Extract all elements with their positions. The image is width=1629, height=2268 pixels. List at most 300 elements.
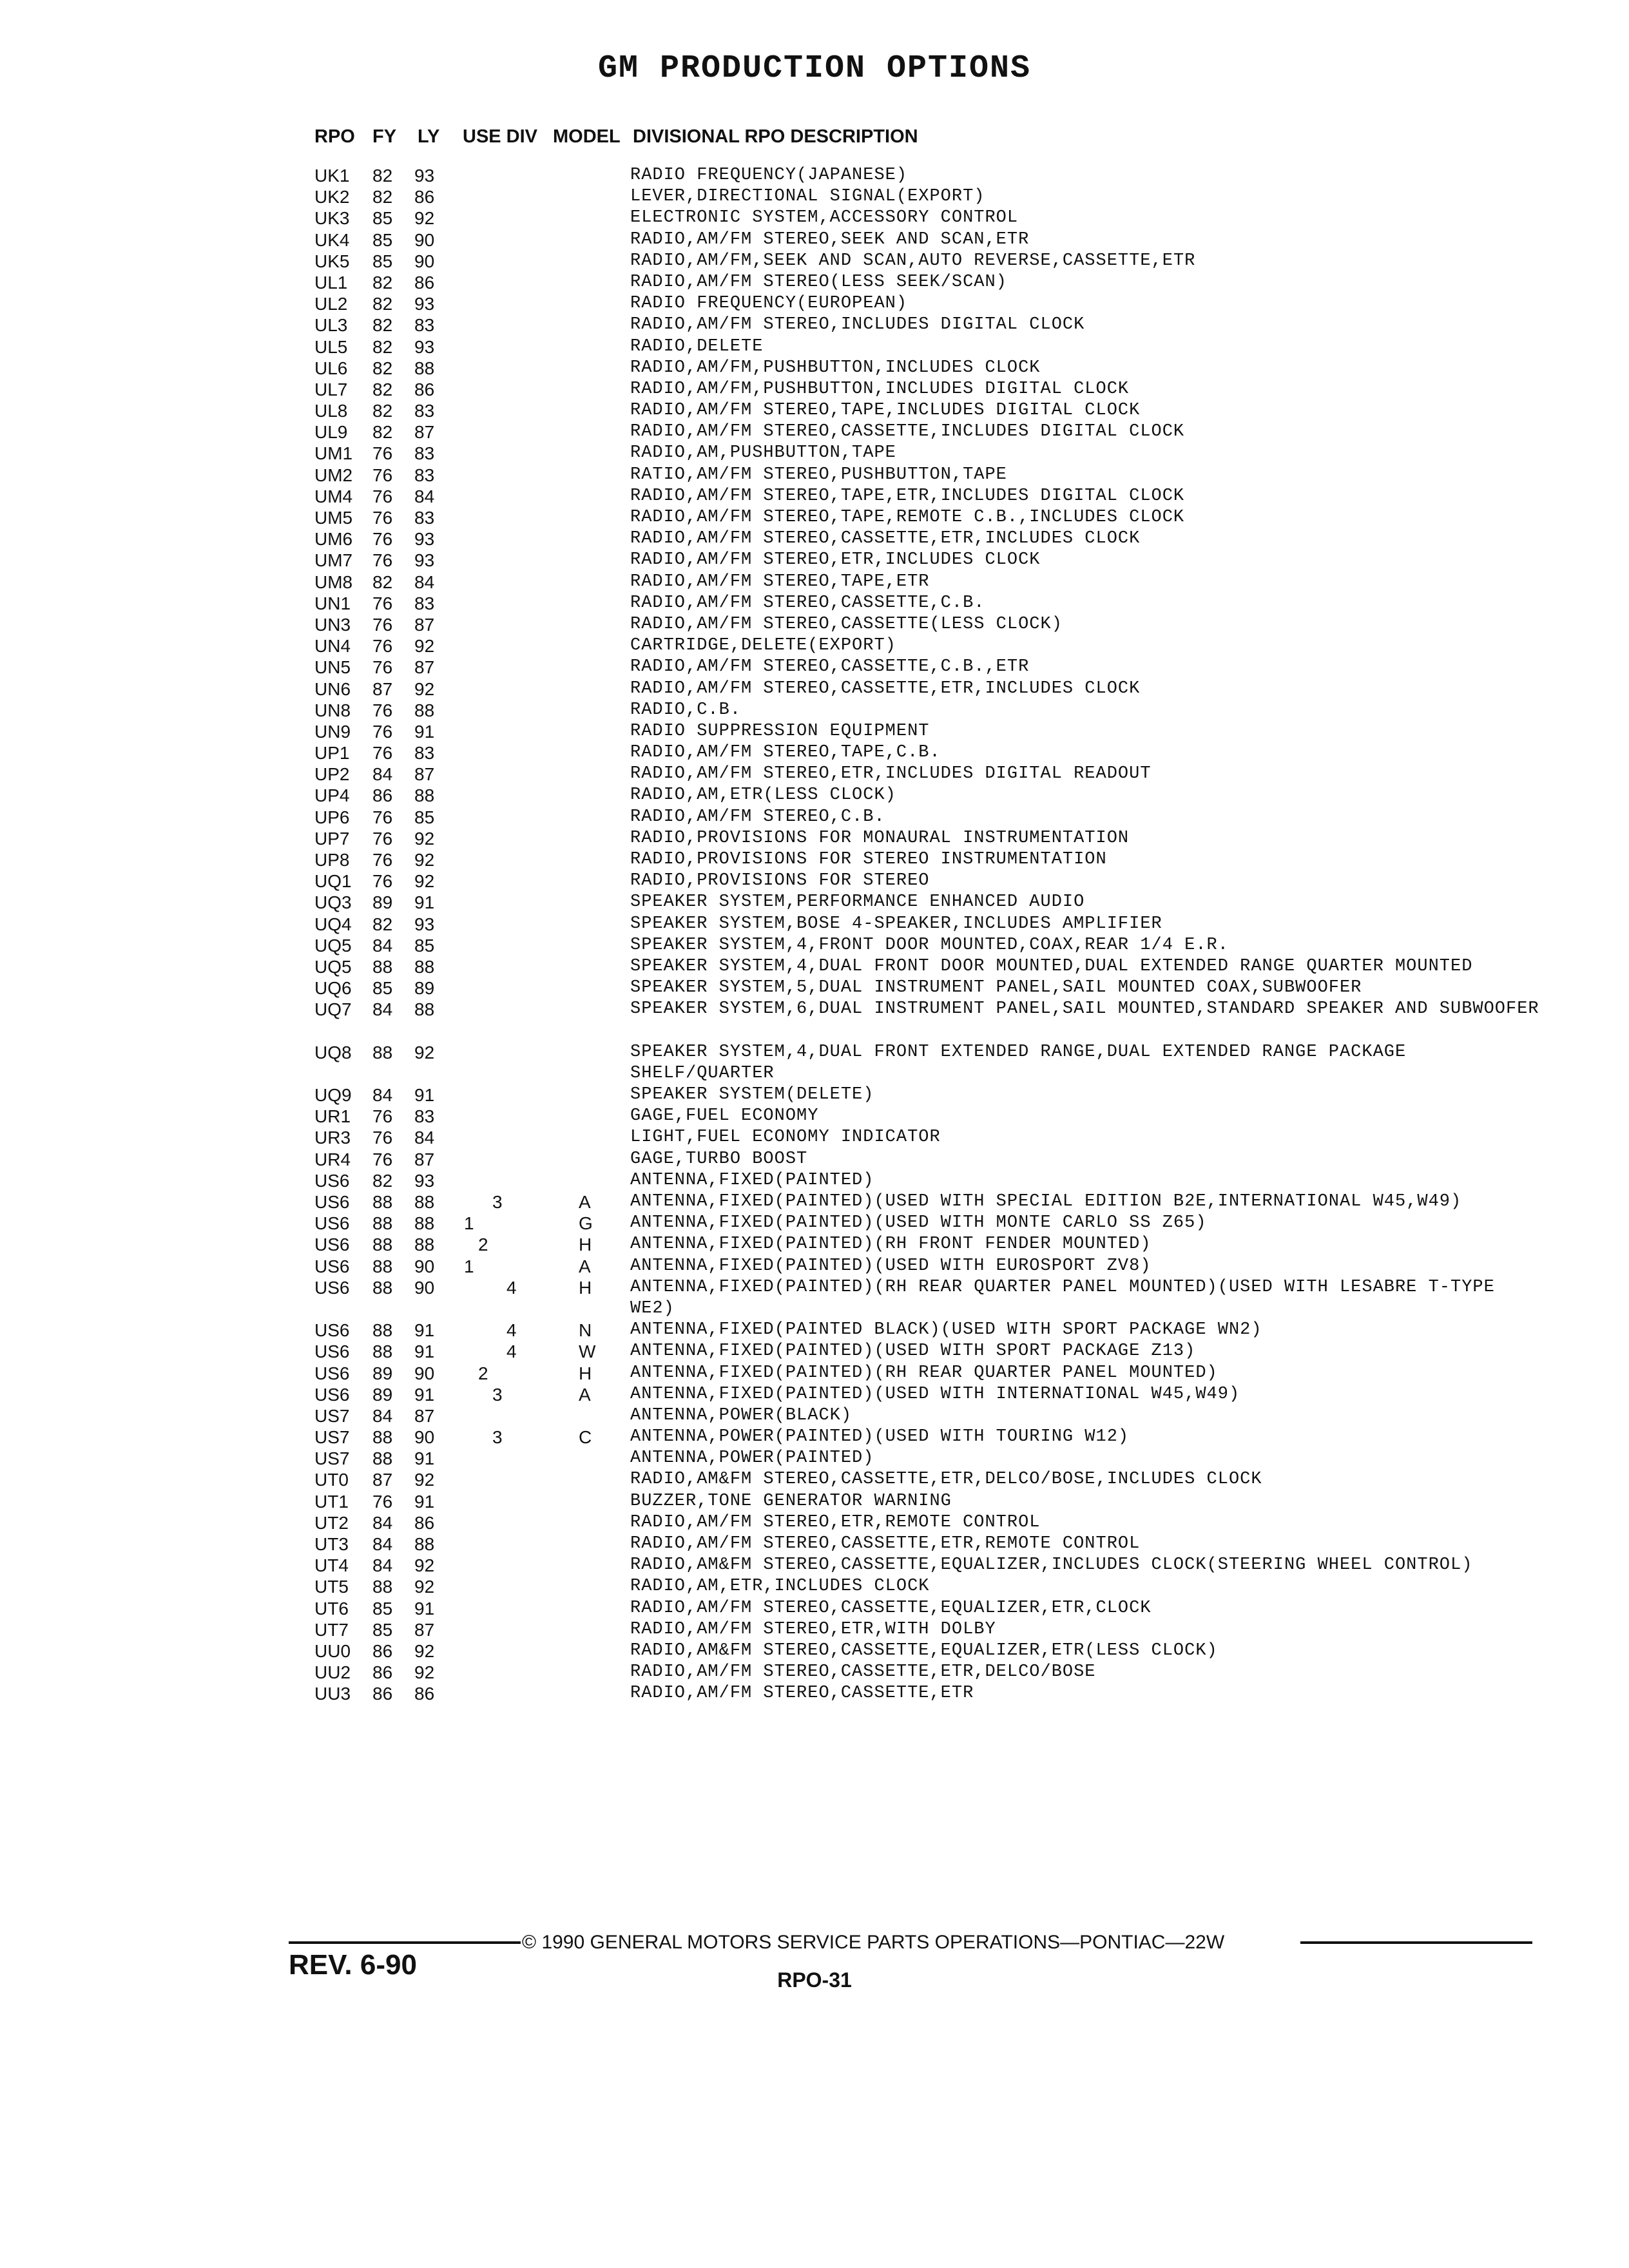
last-year: 92: [414, 1470, 435, 1490]
footer-rule-right: [1300, 1941, 1532, 1944]
table-row: [0, 1576, 1629, 1597]
table-row: [0, 721, 1629, 742]
table-row: [0, 336, 1629, 358]
rpo-description: ANTENNA,FIXED(PAINTED)(USED WITH EUROSPORT ZV8): [630, 1256, 1152, 1276]
rpo-code: UQ9: [314, 1085, 352, 1106]
rpo-code: US7: [314, 1427, 350, 1448]
rpo-code: UN4: [314, 636, 351, 657]
table-row: [0, 1384, 1629, 1405]
last-year: 92: [414, 850, 435, 870]
model-code: C: [579, 1427, 592, 1448]
model-code: A: [579, 1384, 591, 1405]
rpo-code: UU2: [314, 1662, 351, 1683]
first-year: 76: [372, 743, 393, 764]
rpo-description: LIGHT,FUEL ECONOMY INDICATOR: [630, 1128, 941, 1148]
table-row: [0, 251, 1629, 272]
rpo-description: SPEAKER SYSTEM,4,DUAL FRONT EXTENDED RANGE,DUAL EXTENDED RANGE PACKAGE SHELF/QUARTER: [630, 1042, 1407, 1083]
rpo-description: RADIO,AM/FM,PUSHBUTTON,INCLUDES DIGITAL CLOCK: [630, 379, 1130, 399]
rpo-description: RADIO,AM/FM STEREO,CASSETTE,INCLUDES DIGITAL CLOCK: [630, 422, 1185, 442]
last-year: 93: [414, 1170, 435, 1191]
rpo-code: UR3: [314, 1128, 351, 1148]
table-row: [0, 1170, 1629, 1191]
rpo-description: RADIO,AM/FM STEREO,CASSETTE(LESS CLOCK): [630, 614, 1063, 634]
first-year: 84: [372, 1555, 393, 1576]
last-year: 83: [414, 743, 435, 764]
table-row: [0, 956, 1629, 977]
last-year: 93: [414, 914, 435, 934]
first-year: 82: [372, 914, 393, 934]
first-year: 76: [372, 1149, 393, 1169]
first-year: 85: [372, 208, 393, 229]
rpo-description: ANTENNA,POWER(PAINTED): [630, 1448, 874, 1468]
last-year: 91: [414, 1491, 435, 1512]
rpo-code: UQ8: [314, 1042, 352, 1062]
table-row: [0, 1619, 1629, 1640]
last-year: 90: [414, 229, 435, 250]
first-year: 89: [372, 1384, 393, 1405]
last-year: 86: [414, 1684, 435, 1704]
rpo-code: US6: [314, 1277, 350, 1298]
last-year: 88: [414, 785, 435, 806]
rpo-description: RADIO,AM,PUSHBUTTON,TAPE: [630, 443, 896, 463]
table-row: [0, 785, 1629, 806]
first-year: 84: [372, 1085, 393, 1106]
last-year: 83: [414, 465, 435, 485]
last-year: 83: [414, 593, 435, 613]
first-year: 88: [372, 1577, 393, 1597]
rpo-code: UT0: [314, 1470, 349, 1490]
first-year: 76: [372, 657, 393, 678]
table-row: [0, 892, 1629, 913]
use-div-value: 4: [506, 1320, 517, 1341]
table-row: [0, 1555, 1629, 1576]
first-year: 82: [372, 1170, 393, 1191]
first-year: 85: [372, 1598, 393, 1619]
rpo-description: RADIO,AM/FM STEREO,ETR,INCLUDES CLOCK: [630, 550, 1041, 570]
rpo-code: UT6: [314, 1598, 349, 1619]
table-row: [0, 1191, 1629, 1213]
rpo-code: UL8: [314, 401, 348, 421]
last-year: 92: [414, 1662, 435, 1683]
rpo-code: UR1: [314, 1106, 351, 1127]
first-year: 76: [372, 871, 393, 892]
first-year: 82: [372, 358, 393, 378]
last-year: 86: [414, 379, 435, 399]
table-row: [0, 165, 1629, 186]
rpo-description: ANTENNA,FIXED(PAINTED)(RH REAR QUARTER PANEL MOUNTED)(USED WITH LESABRE T-TYPE WE2): [630, 1277, 1495, 1318]
rpo-code: US7: [314, 1448, 350, 1469]
table-row: [0, 1405, 1629, 1427]
first-year: 76: [372, 1106, 393, 1127]
rpo-description: RADIO,AM/FM STEREO,INCLUDES DIGITAL CLOCK: [630, 315, 1085, 335]
rpo-description: ANTENNA,FIXED(PAINTED)(USED WITH MONTE CARLO SS Z65): [630, 1213, 1207, 1233]
last-year: 83: [414, 508, 435, 528]
rpo-description: RADIO,AM/FM STEREO,CASSETTE,ETR,INCLUDES CLOCK: [630, 529, 1141, 549]
rpo-code: US7: [314, 1405, 350, 1426]
rpo-code: UQ1: [314, 871, 352, 892]
table-row: [0, 465, 1629, 486]
last-year: 87: [414, 614, 435, 635]
last-year: 93: [414, 336, 435, 357]
first-year: 82: [372, 272, 393, 293]
first-year: 76: [372, 614, 393, 635]
table-row: [0, 1256, 1629, 1277]
rpo-code: UK2: [314, 187, 350, 207]
rpo-code: UT2: [314, 1512, 349, 1533]
first-year: 82: [372, 294, 393, 314]
rpo-code: UP4: [314, 785, 350, 806]
rpo-code: US6: [314, 1213, 350, 1234]
page-title: GM PRODUCTION OPTIONS: [597, 50, 1032, 87]
footer-rule-left: [289, 1941, 521, 1944]
first-year: 89: [372, 892, 393, 913]
rpo-code: UL1: [314, 272, 348, 293]
first-year: 82: [372, 401, 393, 421]
rpo-description: RADIO SUPPRESSION EQUIPMENT: [630, 721, 930, 741]
rpo-code: UM5: [314, 508, 353, 528]
last-year: 84: [414, 1128, 435, 1148]
rpo-code: UK4: [314, 229, 350, 250]
table-row: [0, 1683, 1629, 1704]
first-year: 85: [372, 251, 393, 271]
options-table-body: [0, 165, 1629, 1705]
table-row: [0, 657, 1629, 678]
first-year: 76: [372, 850, 393, 870]
first-year: 88: [372, 1320, 393, 1341]
last-year: 91: [414, 1598, 435, 1619]
rpo-code: US6: [314, 1384, 350, 1405]
rpo-description: SPEAKER SYSTEM,5,DUAL INSTRUMENT PANEL,SAIL MOUNTED COAX,SUBWOOFER: [630, 978, 1362, 998]
first-year: 88: [372, 1235, 393, 1255]
rpo-code: UT7: [314, 1619, 349, 1640]
footer-copyright: © 1990 GENERAL MOTORS SERVICE PARTS OPERATIONS—PONTIAC—22W: [522, 1932, 1225, 1953]
first-year: 76: [372, 636, 393, 657]
first-year: 86: [372, 785, 393, 806]
rpo-code: UL3: [314, 315, 348, 336]
rpo-description: RADIO,AM/FM STEREO,TAPE,C.B.: [630, 743, 941, 763]
rpo-description: RADIO,AM/FM STEREO,CASSETTE,ETR: [630, 1684, 974, 1704]
first-year: 88: [372, 1427, 393, 1448]
table-row: [0, 1084, 1629, 1106]
rpo-description: RADIO,AM&FM STEREO,CASSETTE,EQUALIZER,INCLUDES CLOCK(STEERING WHEEL CONTROL): [630, 1555, 1473, 1575]
last-year: 83: [414, 401, 435, 421]
table-row: [0, 1127, 1629, 1148]
model-code: A: [579, 1256, 591, 1276]
last-year: 90: [414, 1277, 435, 1298]
last-year: 89: [414, 978, 435, 999]
column-header-description: DIVISIONAL RPO DESCRIPTION: [633, 126, 918, 147]
rpo-description: ANTENNA,FIXED(PAINTED BLACK)(USED WITH SPORT PACKAGE WN2): [630, 1320, 1262, 1340]
rpo-description: RADIO,AM/FM STEREO,TAPE,REMOTE C.B.,INCLUDES CLOCK: [630, 508, 1185, 527]
rpo-code: UQ3: [314, 892, 352, 913]
rpo-description: LEVER,DIRECTIONAL SIGNAL(EXPORT): [630, 187, 985, 207]
table-row: [0, 1213, 1629, 1234]
rpo-description: RADIO,AM/FM STEREO,CASSETTE,C.B.: [630, 593, 985, 613]
rpo-description: RADIO,AM/FM,SEEK AND SCAN,AUTO REVERSE,CASSETTE,ETR: [630, 251, 1196, 271]
rpo-description: RADIO,AM/FM STEREO,TAPE,ETR: [630, 572, 930, 591]
table-row: [0, 358, 1629, 379]
rpo-description: BUZZER,TONE GENERATOR WARNING: [630, 1491, 952, 1511]
rpo-description: GAGE,TURBO BOOST: [630, 1149, 808, 1169]
first-year: 76: [372, 486, 393, 506]
first-year: 86: [372, 1662, 393, 1683]
first-year: 84: [372, 935, 393, 956]
first-year: 88: [372, 1213, 393, 1234]
last-year: 91: [414, 892, 435, 913]
rpo-code: UM8: [314, 572, 353, 592]
table-row: [0, 1106, 1629, 1127]
first-year: 86: [372, 1640, 393, 1661]
rpo-code: UP7: [314, 828, 350, 849]
last-year: 92: [414, 1640, 435, 1661]
rpo-code: UP1: [314, 743, 350, 764]
last-year: 86: [414, 187, 435, 207]
rpo-code: UL7: [314, 379, 348, 399]
last-year: 88: [414, 1534, 435, 1555]
rpo-description: GAGE,FUEL ECONOMY: [630, 1106, 819, 1126]
last-year: 88: [414, 1213, 435, 1234]
rpo-description: SPEAKER SYSTEM,BOSE 4-SPEAKER,INCLUDES AMPLIFIER: [630, 914, 1162, 934]
last-year: 92: [414, 1042, 435, 1062]
rpo-code: UM1: [314, 443, 353, 464]
model-code: N: [579, 1320, 592, 1341]
table-row: [0, 1363, 1629, 1384]
table-row: [0, 1491, 1629, 1512]
use-div-value: 4: [506, 1341, 517, 1362]
table-row: [0, 849, 1629, 870]
first-year: 82: [372, 187, 393, 207]
rpo-description: RADIO,AM/FM STEREO(LESS SEEK/SCAN): [630, 272, 1007, 292]
last-year: 84: [414, 572, 435, 592]
first-year: 87: [372, 1470, 393, 1490]
rpo-code: UP8: [314, 850, 350, 870]
table-row: [0, 400, 1629, 421]
first-year: 76: [372, 1128, 393, 1148]
table-row: [0, 550, 1629, 571]
last-year: 88: [414, 999, 435, 1020]
rpo-code: UT3: [314, 1534, 349, 1555]
last-year: 92: [414, 636, 435, 657]
rpo-description: ANTENNA,POWER(PAINTED)(USED WITH TOURING W12): [630, 1427, 1130, 1447]
last-year: 90: [414, 1363, 435, 1383]
rpo-description: RADIO FREQUENCY(EUROPEAN): [630, 294, 908, 314]
rpo-code: US6: [314, 1170, 350, 1191]
rpo-code: US6: [314, 1320, 350, 1341]
table-row: [0, 1469, 1629, 1490]
last-year: 88: [414, 956, 435, 977]
rpo-code: UU3: [314, 1684, 351, 1704]
table-header: [0, 126, 1629, 152]
last-year: 85: [414, 935, 435, 956]
first-year: 88: [372, 1448, 393, 1469]
rpo-code: UQ4: [314, 914, 352, 934]
rpo-description: RADIO,AM/FM STEREO,CASSETTE,ETR,INCLUDES CLOCK: [630, 678, 1141, 698]
first-year: 84: [372, 999, 393, 1020]
first-year: 85: [372, 1619, 393, 1640]
rpo-code: UT4: [314, 1555, 349, 1576]
rpo-description: RADIO,AM/FM STEREO,CASSETTE,C.B.,ETR: [630, 657, 1030, 677]
rpo-description: ANTENNA,POWER(BLACK): [630, 1405, 853, 1425]
table-row: [0, 572, 1629, 593]
table-row: [0, 935, 1629, 956]
last-year: 90: [414, 251, 435, 271]
table-row: [0, 1277, 1629, 1320]
rpo-description: RADIO,AM/FM STEREO,TAPE,INCLUDES DIGITAL CLOCK: [630, 401, 1141, 421]
rpo-code: UQ6: [314, 978, 352, 999]
rpo-description: ANTENNA,FIXED(PAINTED)(USED WITH INTERNATIONAL W45,W49): [630, 1384, 1240, 1404]
table-row: [0, 507, 1629, 528]
rpo-code: US6: [314, 1235, 350, 1255]
rpo-code: UN6: [314, 678, 351, 699]
rpo-code: UT5: [314, 1577, 349, 1597]
last-year: 87: [414, 422, 435, 443]
rpo-code: UN9: [314, 721, 351, 742]
table-row: [0, 870, 1629, 892]
first-year: 82: [372, 422, 393, 443]
first-year: 88: [372, 1192, 393, 1213]
model-code: G: [579, 1213, 593, 1234]
last-year: 90: [414, 1427, 435, 1448]
rpo-description: ANTENNA,FIXED(PAINTED)(RH REAR QUARTER PANEL MOUNTED): [630, 1363, 1218, 1383]
page-number: RPO-31: [777, 1968, 852, 1992]
last-year: 91: [414, 721, 435, 742]
first-year: 88: [372, 1277, 393, 1298]
rpo-description: RADIO,AM/FM STEREO,SEEK AND SCAN,ETR: [630, 229, 1030, 249]
use-div-value: 3: [492, 1192, 503, 1213]
model-code: H: [579, 1235, 592, 1255]
rpo-description: RADIO,AM/FM STEREO,CASSETTE,EQUALIZER,ETR,CLOCK: [630, 1598, 1152, 1618]
last-year: 87: [414, 657, 435, 678]
table-row: [0, 999, 1629, 1041]
use-div-value: 1: [464, 1256, 474, 1276]
rpo-description: RADIO,AM/FM STEREO,ETR,REMOTE CONTROL: [630, 1512, 1041, 1532]
last-year: 88: [414, 700, 435, 720]
rpo-code: UU0: [314, 1640, 351, 1661]
first-year: 84: [372, 764, 393, 785]
last-year: 93: [414, 529, 435, 550]
last-year: 92: [414, 208, 435, 229]
table-row: [0, 1427, 1629, 1448]
table-row: [0, 1042, 1629, 1084]
last-year: 88: [414, 1235, 435, 1255]
use-div-value: 1: [464, 1213, 474, 1234]
last-year: 86: [414, 272, 435, 293]
first-year: 76: [372, 550, 393, 571]
rpo-code: UM4: [314, 486, 353, 506]
rpo-description: RADIO,AM/FM,PUSHBUTTON,INCLUDES CLOCK: [630, 358, 1041, 378]
last-year: 92: [414, 1577, 435, 1597]
last-year: 86: [414, 1512, 435, 1533]
rpo-code: UK1: [314, 166, 350, 186]
last-year: 93: [414, 550, 435, 571]
rpo-code: UN5: [314, 657, 351, 678]
last-year: 85: [414, 807, 435, 827]
table-row: [0, 593, 1629, 614]
table-row: [0, 1662, 1629, 1683]
last-year: 83: [414, 1106, 435, 1127]
rpo-description: SPEAKER SYSTEM,4,FRONT DOOR MOUNTED,COAX,REAR 1/4 E.R.: [630, 935, 1229, 955]
first-year: 82: [372, 379, 393, 399]
rpo-code: UQ5: [314, 935, 352, 956]
last-year: 92: [414, 678, 435, 699]
table-row: [0, 207, 1629, 229]
last-year: 93: [414, 294, 435, 314]
table-row: [0, 807, 1629, 828]
first-year: 84: [372, 1512, 393, 1533]
last-year: 92: [414, 871, 435, 892]
last-year: 91: [414, 1384, 435, 1405]
first-year: 88: [372, 1341, 393, 1362]
table-row: [0, 1533, 1629, 1555]
rpo-code: UK5: [314, 251, 350, 271]
last-year: 88: [414, 358, 435, 378]
last-year: 83: [414, 315, 435, 336]
first-year: 88: [372, 1256, 393, 1276]
rpo-description: RADIO,AM&FM STEREO,CASSETTE,ETR,DELCO/BOSE,INCLUDES CLOCK: [630, 1470, 1262, 1490]
last-year: 87: [414, 764, 435, 785]
rpo-description: RADIO FREQUENCY(JAPANESE): [630, 166, 908, 185]
table-row: [0, 1598, 1629, 1619]
rpo-description: RADIO,DELETE: [630, 336, 764, 356]
rpo-description: RADIO,PROVISIONS FOR STEREO INSTRUMENTATION: [630, 850, 1107, 869]
last-year: 91: [414, 1085, 435, 1106]
rpo-code: US6: [314, 1256, 350, 1276]
rpo-code: UN3: [314, 614, 351, 635]
rpo-description: SPEAKER SYSTEM(DELETE): [630, 1085, 874, 1105]
use-div-value: 2: [478, 1235, 488, 1255]
rpo-description: ELECTRONIC SYSTEM,ACCESSORY CONTROL: [630, 208, 1019, 228]
table-row: [0, 700, 1629, 721]
table-row: [0, 1341, 1629, 1362]
rpo-description: RADIO,AM,ETR(LESS CLOCK): [630, 785, 896, 805]
first-year: 88: [372, 956, 393, 977]
rpo-description: SPEAKER SYSTEM,4,DUAL FRONT DOOR MOUNTED,DUAL EXTENDED RANGE QUARTER MOUNTED: [630, 956, 1473, 976]
rpo-code: UL6: [314, 358, 348, 378]
rpo-code: UR4: [314, 1149, 351, 1169]
last-year: 91: [414, 1448, 435, 1469]
table-row: [0, 635, 1629, 657]
rpo-description: RADIO,PROVISIONS FOR MONAURAL INSTRUMENTATION: [630, 828, 1130, 848]
rpo-description: ANTENNA,FIXED(PAINTED): [630, 1170, 874, 1190]
rpo-code: UN8: [314, 700, 351, 720]
rpo-description: ANTENNA,FIXED(PAINTED)(USED WITH SPECIAL EDITION B2E,INTERNATIONAL W45,W49): [630, 1192, 1462, 1212]
first-year: 84: [372, 1534, 393, 1555]
first-year: 82: [372, 336, 393, 357]
table-row: [0, 486, 1629, 507]
first-year: 85: [372, 978, 393, 999]
model-code: W: [579, 1341, 596, 1362]
rpo-code: UT1: [314, 1491, 349, 1512]
first-year: 89: [372, 1363, 393, 1383]
first-year: 84: [372, 1405, 393, 1426]
first-year: 76: [372, 508, 393, 528]
rpo-description: RADIO,AM/FM STEREO,CASSETTE,ETR,DELCO/BOSE: [630, 1662, 1096, 1682]
last-year: 92: [414, 828, 435, 849]
table-row: [0, 186, 1629, 207]
rpo-description: RADIO,AM/FM STEREO,ETR,WITH DOLBY: [630, 1619, 996, 1639]
rpo-description: CARTRIDGE,DELETE(EXPORT): [630, 636, 896, 656]
last-year: 83: [414, 443, 435, 464]
model-code: H: [579, 1363, 592, 1383]
last-year: 93: [414, 166, 435, 186]
rpo-description: SPEAKER SYSTEM,6,DUAL INSTRUMENT PANEL,SAIL MOUNTED,STANDARD SPEAKER AND SUBWOOFER: [630, 999, 1539, 1019]
table-row: [0, 443, 1629, 464]
column-header-use-div: USE DIV: [463, 126, 538, 147]
first-year: 87: [372, 678, 393, 699]
table-row: [0, 1640, 1629, 1662]
table-row: [0, 293, 1629, 314]
table-row: [0, 828, 1629, 849]
